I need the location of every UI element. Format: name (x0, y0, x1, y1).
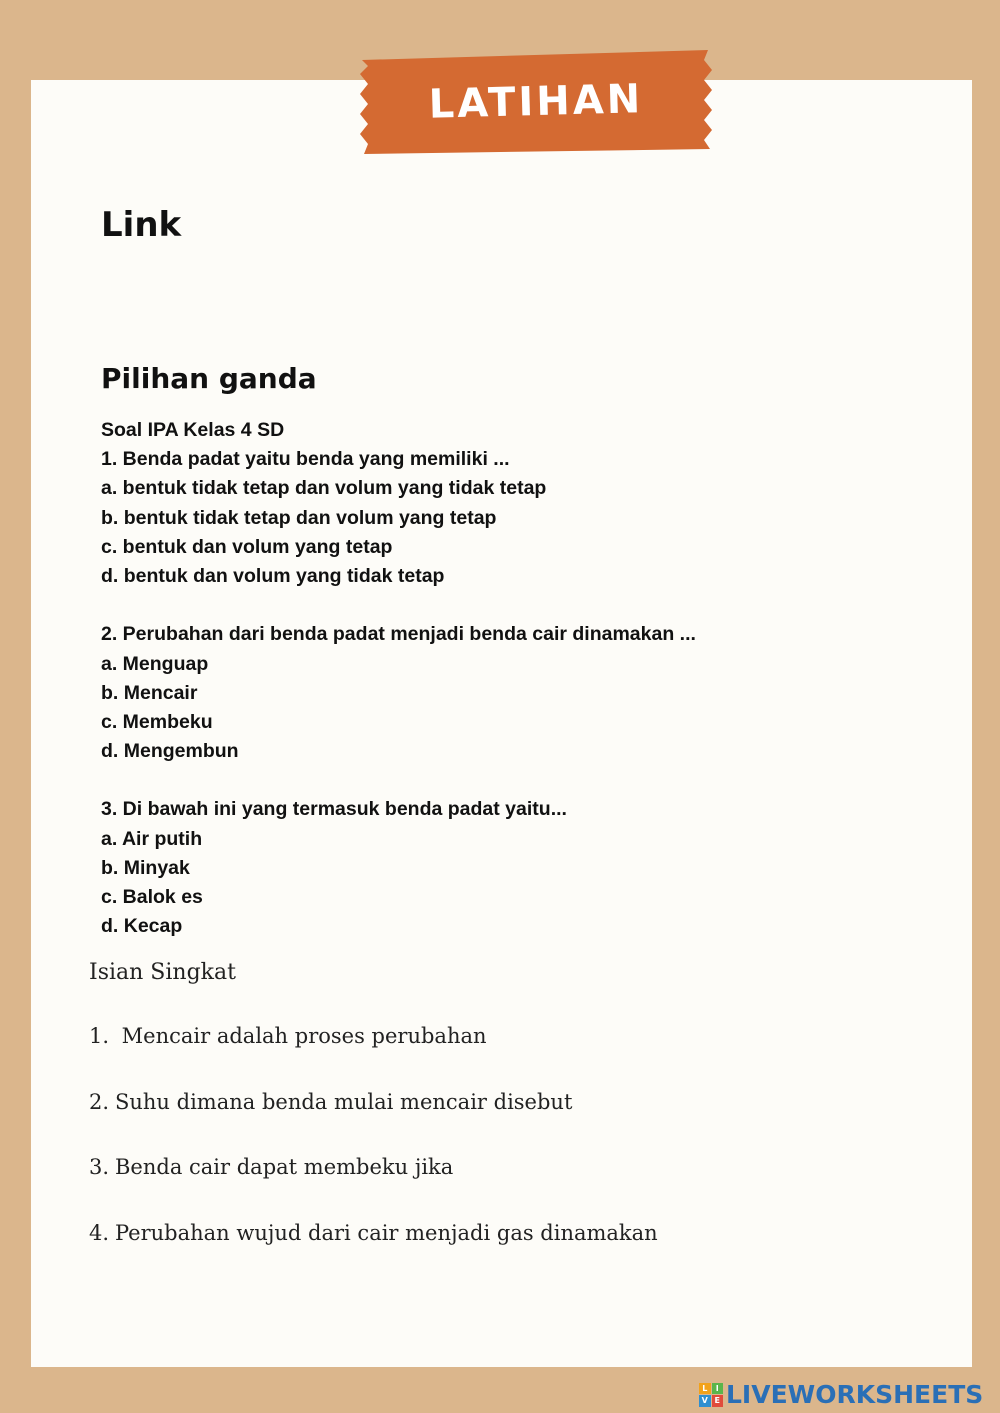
q1-option-c: c. bentuk dan volum yang tetap (101, 535, 393, 558)
spacer (101, 766, 696, 795)
short-answer-item (89, 1155, 658, 1221)
logo-icon (699, 1383, 723, 1407)
spacer (101, 591, 696, 620)
item-text: Suhu dimana benda mulai mencair disebut (115, 1089, 573, 1114)
q1-option-a: a. bentuk tidak tetap dan volum yang tidak tetap (101, 477, 547, 500)
q2-option-b: b. Mencair (101, 681, 198, 704)
logo-letter: L (699, 1383, 711, 1395)
multiple-choice-section (101, 416, 696, 941)
question-3: 3. Di bawah ini yang termasuk benda padat yaitu... (101, 798, 567, 821)
item-number: 2. (89, 1089, 110, 1114)
item-text: Mencair adalah proses perubahan (115, 1024, 487, 1048)
item-number: 3. (89, 1155, 110, 1179)
q3-option-a: a. Air putih (101, 827, 203, 850)
q1-option-d: d. bentuk dan volum yang tidak tetap (101, 564, 445, 587)
title-banner (358, 50, 714, 154)
q3-option-b: b. Minyak (101, 856, 190, 879)
short-answer-item (89, 1090, 658, 1156)
link-heading: Link (101, 205, 182, 245)
short-answer-heading: Isian Singkat (89, 960, 236, 985)
item-number: 4. (89, 1220, 110, 1245)
short-answer-item (89, 1221, 658, 1287)
short-answer-item (89, 1024, 658, 1090)
q2-option-d: d. Mengembun (101, 740, 239, 763)
q3-option-d: d. Kecap (101, 915, 183, 938)
item-text: Benda cair dapat membeku jika (115, 1155, 454, 1179)
multiple-choice-heading: Pilihan ganda (101, 362, 317, 395)
logo-letter: V (699, 1395, 711, 1407)
q1-option-b: b. bentuk tidak tetap dan volum yang tetap (101, 506, 497, 529)
logo-letter: E (712, 1395, 724, 1407)
subtitle: Soal IPA Kelas 4 SD (101, 419, 285, 441)
liveworksheets-logo (699, 1380, 983, 1409)
brand-name: LIVEWORKSHEETS (726, 1380, 984, 1409)
banner-title: LATIHAN (428, 76, 644, 128)
item-number: 1. (89, 1024, 110, 1048)
item-text: Perubahan wujud dari cair menjadi gas dinamakan (115, 1220, 658, 1245)
short-answer-list (89, 1024, 658, 1286)
question-1: 1. Benda padat yaitu benda yang memiliki ... (101, 448, 510, 471)
q2-option-c: c. Membeku (101, 710, 213, 733)
q2-option-a: a. Menguap (101, 652, 209, 675)
q3-option-c: c. Balok es (101, 886, 203, 908)
question-2: 2. Perubahan dari benda padat menjadi benda cair dinamakan ... (101, 623, 696, 646)
logo-letter: I (712, 1383, 724, 1395)
